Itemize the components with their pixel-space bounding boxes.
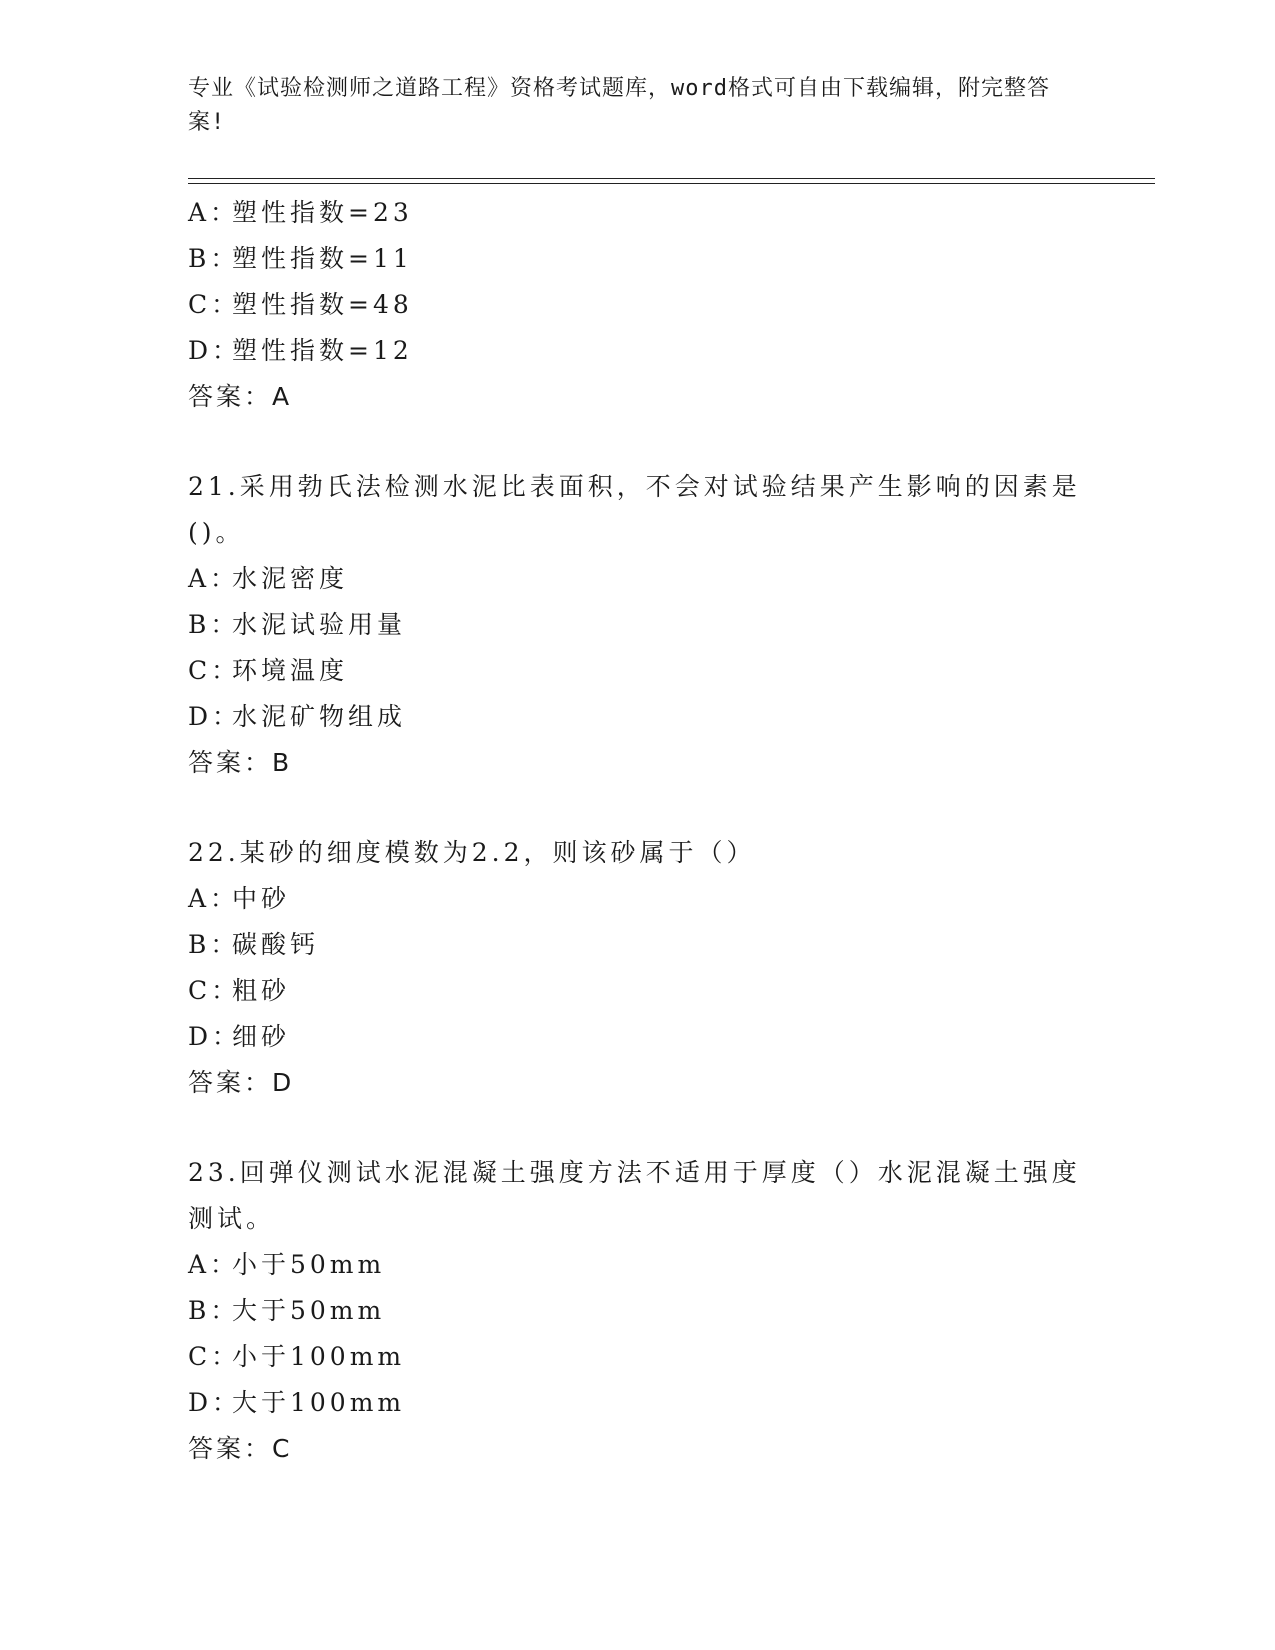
- question-stem: 21.采用勃氏法检测水泥比表面积，不会对试验结果产生影响的因素是()。: [188, 472, 1081, 547]
- option-b: [188, 1288, 1088, 1334]
- option-text: 小于50mm: [232, 1250, 386, 1279]
- option-b: [188, 602, 1088, 648]
- answer-line: 答案：C: [188, 1434, 293, 1463]
- option-text: 小于100mm: [232, 1342, 406, 1371]
- answer-line: 答案：B: [188, 748, 293, 777]
- option-label: B：: [188, 1296, 240, 1325]
- option-label: D：: [188, 336, 242, 365]
- spacer: [188, 786, 1088, 830]
- answer-line: 答案：A: [188, 382, 293, 411]
- option-text: 大于50mm: [232, 1296, 386, 1325]
- option-text: 塑性指数=48: [232, 290, 413, 319]
- option-text: 塑性指数=11: [232, 244, 413, 273]
- option-text: 粗砂: [232, 976, 291, 1005]
- option-label: C：: [188, 976, 241, 1005]
- option-text: 水泥矿物组成: [232, 702, 407, 731]
- option-text: 塑性指数=23: [232, 198, 413, 227]
- option-label: C：: [188, 1342, 241, 1371]
- option-a: [188, 556, 1088, 602]
- option-a: [188, 876, 1088, 922]
- option-label: B：: [188, 244, 240, 273]
- document-header: 专业《试验检测师之道路工程》资格考试题库，word格式可自由下载编辑，附完整答案!: [188, 76, 1050, 135]
- option-c: [188, 968, 1088, 1014]
- option-c: [188, 282, 1088, 328]
- option-text: 大于100mm: [232, 1388, 406, 1417]
- option-text: 水泥密度: [232, 564, 349, 593]
- option-text: 环境温度: [232, 656, 349, 685]
- option-d: [188, 1380, 1088, 1426]
- option-c: [188, 648, 1088, 694]
- option-c: [188, 1334, 1088, 1380]
- question-content: [188, 190, 1088, 1472]
- option-label: C：: [188, 290, 241, 319]
- option-label: B：: [188, 930, 240, 959]
- option-label: A：: [188, 884, 240, 913]
- option-text: 中砂: [232, 884, 291, 913]
- option-text: 水泥试验用量: [232, 610, 407, 639]
- option-text: 碳酸钙: [232, 930, 320, 959]
- option-text: 塑性指数=12: [232, 336, 413, 365]
- option-label: B：: [188, 610, 240, 639]
- spacer: [188, 420, 1088, 464]
- option-label: A：: [188, 198, 240, 227]
- option-d: [188, 328, 1088, 374]
- question-stem: 23.回弹仪测试水泥混凝土强度方法不适用于厚度（）水泥混凝土强度测试。: [188, 1158, 1081, 1233]
- option-label: D：: [188, 1388, 242, 1417]
- spacer: [188, 1106, 1088, 1150]
- option-label: C：: [188, 656, 241, 685]
- option-b: [188, 922, 1088, 968]
- option-label: D：: [188, 1022, 242, 1051]
- answer-line: 答案：D: [188, 1068, 295, 1097]
- option-label: A：: [188, 1250, 240, 1279]
- option-b: [188, 236, 1088, 282]
- option-d: [188, 1014, 1088, 1060]
- option-a: [188, 1242, 1088, 1288]
- header-rule-top: [188, 178, 1155, 179]
- option-label: D：: [188, 702, 242, 731]
- header-rule-bottom: [188, 183, 1155, 184]
- option-d: [188, 694, 1088, 740]
- question-stem: 22.某砂的细度模数为2.2，则该砂属于（）: [188, 838, 756, 867]
- option-label: A：: [188, 564, 240, 593]
- option-text: 细砂: [232, 1022, 291, 1051]
- option-a: [188, 190, 1088, 236]
